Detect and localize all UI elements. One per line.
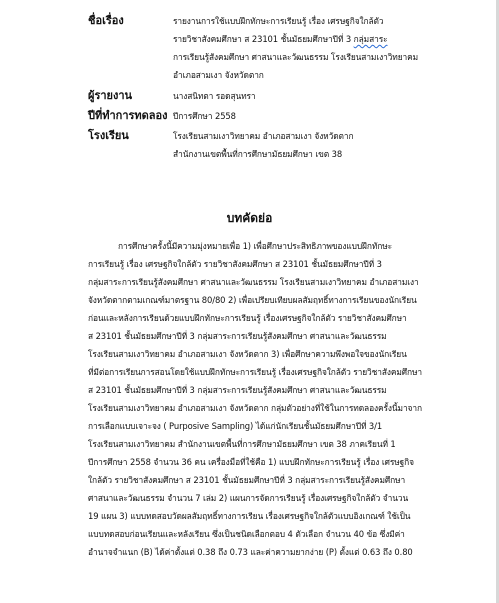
subject-line-2-underlined: กลุ่มสาระ — [353, 34, 388, 44]
abstract-line-9: ส 23101 ชั้นมัธยมศึกษาปีที่ 3 กลุ่มสาระการเรียนรู้สังคมศึกษา ศาสนาและวัฒนธรรม — [88, 385, 387, 395]
reporter-value: นางสนิทตา รอดสุนทรา — [173, 91, 256, 101]
subject-line-3: การเรียนรู้สังคมศึกษา ศาสนาและวัฒนธรรม โรงเรียนสามเงาวิทยาคม — [173, 52, 419, 62]
abstract-line-1: การศึกษาครั้งนี้มีความมุ่งหมายเพื่อ 1) เพื่อศึกษาประสิทธิภาพของแบบฝึกทักษะ — [118, 241, 393, 251]
school-label: โรงเรียน — [88, 129, 129, 142]
abstract-line-2: การเรียนรู้ เรื่อง เศรษฐกิจใกล้ตัว รายวิชาสังคมศึกษา ส 23101 ชั้นมัธยมศึกษาปีที่ 3 — [88, 259, 382, 269]
abstract-title: บทคัดย่อ — [226, 211, 273, 225]
abstract-line-4: จังหวัดตากตามเกณฑ์มาตรฐาน 80/80 2) เพื่อเปรียบเทียบผลสัมฤทธิ์ทางการเรียนของนักเรียน — [88, 295, 417, 305]
subject-line-1: รายงานการใช้แบบฝึกทักษะการเรียนรู้ เรื่อง เศรษฐกิจใกล้ตัว — [173, 16, 384, 26]
abstract-line-14: ใกล้ตัว รายวิชาสังคมศึกษา ส 23101 ชั้นมัธยมศึกษาปีที่ 3 กลุ่มสาระการเรียนรู้สังคมศึกษา — [88, 475, 406, 485]
abstract-line-18: อำนาจจำแนก (B) ได้ค่าตั้งแต่ 0.38 ถึง 0.73 และค่าความยากง่าย (P) ตั้งแต่ 0.63 ถึง 0.80 — [88, 547, 413, 557]
abstract-line-7: โรงเรียนสามเงาวิทยาคม อำเภอสามเงา จังหวัดตาก 3) เพื่อศึกษาความพึงพอใจของนักเรียน — [88, 349, 407, 359]
reporter-label: ผู้รายงาน — [88, 89, 133, 102]
subject-label: ชื่อเรื่อง — [88, 14, 124, 27]
abstract-line-5: ก่อนและหลังการเรียนด้วยแบบฝึกทักษะการเรียนรู้ เรื่องเศรษฐกิจใกล้ตัว รายวิชาสังคมศึกษา — [88, 313, 407, 323]
abstract-line-10: โรงเรียนสามเงาวิทยาคม อำเภอสามเงา จังหวัดตาก กลุ่มตัวอย่างที่ใช้ในการทดลองครั้งนี้มาจาก — [88, 403, 422, 413]
abstract-line-8: ที่มีต่อการเรียนการสอนโดยใช้แบบฝึกทักษะการเรียนรู้ เรื่องเศรษฐกิจใกล้ตัว รายวิชาสังคมศึกษา — [88, 367, 422, 377]
abstract-line-12: โรงเรียนสามเงาวิทยาคม สำนักงานเขตพื้นที่การศึกษามัธยมศึกษา เขต 38 ภาคเรียนที่ 1 — [88, 439, 396, 449]
school-line-2: สำนักงานเขตพื้นที่การศึกษามัธยมศึกษา เขต 38 — [173, 149, 343, 159]
abstract-line-16: 19 แผน 3) แบบทดสอบวัดผลสัมฤทธิ์ทางการเรียน เรื่องเศรษฐกิจใกล้ตัวแบบอิงเกณฑ์ ใช้เป็น — [88, 511, 411, 521]
abstract-line-11: การเลือกแบบเจาะจง ( Purposive Sampling) ได้แก่นักเรียนชั้นมัธยมศึกษาปีที่ 3/1 — [88, 421, 383, 431]
abstract-line-6: ส 23101 ชั้นมัธยมศึกษาปีที่ 3 กลุ่มสาระการเรียนรู้สังคมศึกษา ศาสนาและวัฒนธรรม — [88, 331, 387, 341]
abstract-line-17: แบบทดสอบก่อนเรียนและหลังเรียน ซึ่งเป็นชนิดเลือกตอบ 4 ตัวเลือก จำนวน 40 ข้อ ซึ่งมีค่า — [88, 529, 405, 539]
abstract-line-3: กลุ่มสาระการเรียนรู้สังคมศึกษา ศาสนาและวัฒนธรรม โรงเรียนสามเงาวิทยาคม อำเภอสามเงา — [88, 277, 419, 287]
year-label: ปีที่ทำการทดลอง — [88, 109, 168, 122]
subject-line-4: อำเภอสามเงา จังหวัดตาก — [173, 70, 264, 80]
abstract-line-13: ปีการศึกษา 2558 จำนวน 36 คน เครื่องมือที่ใช้คือ 1) แบบฝึกทักษะการเรียนรู้ เรื่อง เศรษฐกิจ — [88, 457, 414, 467]
year-value: ปีการศึกษา 2558 — [173, 111, 236, 121]
subject-line-2-text: รายวิชาสังคมศึกษา ส 23101 ชั้นมัธยมศึกษาปีที่ 3 — [173, 34, 352, 44]
school-line-1: โรงเรียนสามเงาวิทยาคม อำเภอสามเงา จังหวัดตาก — [173, 131, 354, 141]
subject-line-2 — [173, 33, 388, 45]
abstract-line-15: ศาสนาและวัฒนธรรม จำนวน 7 เล่ม 2) แผนการจัดการเรียนรู้ เรื่องเศรษฐกิจใกล้ตัว จำนวน — [88, 493, 409, 503]
